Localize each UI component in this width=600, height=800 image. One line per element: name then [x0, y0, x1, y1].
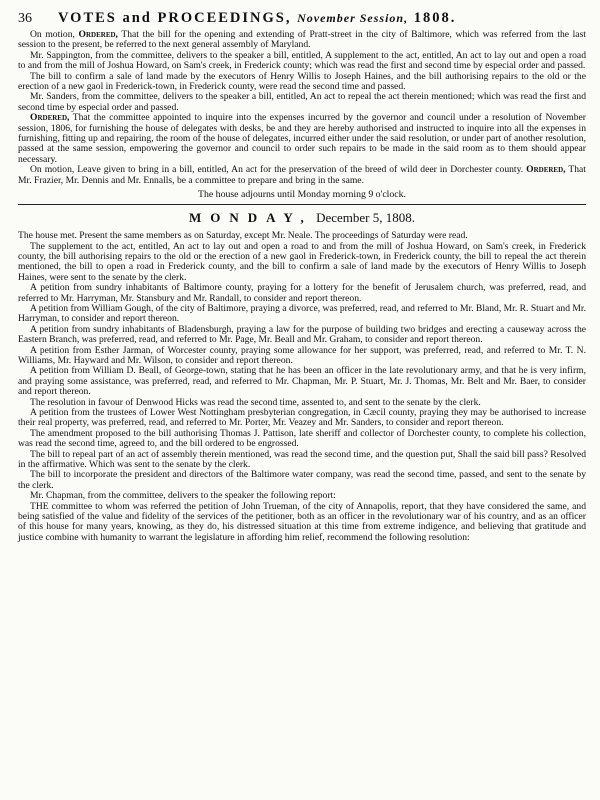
paragraph: Mr. Sanders, from the committee, delivers to the speaker a bill, entitled, An act to repeal the act therein mentioned; which was read the first and second time by especial order and passed.	[18, 91, 586, 113]
day-name: MONDAY,	[189, 210, 313, 226]
page-header	[18, 6, 586, 30]
paragraph: The bill to confirm a sale of land made by the executors of Henry Willis to Joseph Haines, and the bill authorising repairs to the old or the erection of a new gaol in Frederick-town, in Frederick county, were read the second time and passed.	[18, 70, 586, 93]
paragraph: On motion, Ordered, That the bill for the opening and extending of Pratt-street in the city of Baltimore, which was referred from the last session to the present, be referred to the next general assembly of Maryland.	[18, 29, 586, 51]
document-page	[18, 6, 586, 796]
paragraph: A petition from the trustees of Lower West Nottingham presbyterian congregation, in Cæcil county, praying they may be authorised to increase their real property, was preferred, read, and referred to Mr. Porter, Mr. Veazey and Mr. Sanders, to consider and report thereon.	[18, 407, 586, 429]
title-session: November Session,	[297, 11, 409, 25]
paragraph: A petition from Esther Jarman, of Worcester county, praying some allowance for her support, was preferred, read, and referred to Mr. T. N. Williams, Mr. Hayward and Mr. Wilson, to consider and report thereon.	[18, 344, 586, 366]
paragraph: The bill to incorporate the president and directors of the Baltimore water company, was read the second time, passed, and sent to the senate by the clerk.	[18, 469, 586, 491]
paragraph: A petition from William D. Beall, of George-town, stating that he has been an officer in the late revolutionary army, and that he is very infirm, and praying some assistance, was preferred, read, and referred to Mr. Chapman, Mr. P. Stuart, Mr. J. Thomas, Mr. Belt and Mr. Baer, to consider and report thereon.	[18, 365, 586, 398]
adjournment-notice: The house adjourns until Monday morning 9 o'clock.	[197, 189, 406, 201]
title-year: 1808.	[413, 10, 457, 26]
day-heading	[18, 209, 586, 227]
divider	[18, 204, 586, 205]
paragraph: On motion, Leave given to bring in a bill, entitled, An act for the preservation of the breed of wild deer in Dorchester county. Ordered, That Mr. Frazier, Mr. Dennis and Mr. Ennalls, be a committee to prepare and bring in the same.	[18, 164, 586, 186]
paragraph: THE committee to whom was referred the petition of John Trueman, of the city of Annapolis, report, that they have considered the same, and being satisfied of the value and fidelity of the services of the petitioner, both as an officer in the revolutionary war of his country, and as an officer of this house for many years, knowing, as they do, his distressed situation at this time from extreme indigence, and believing that gratitude and justice combine with humanity to warrant the legislature in affording him relief, recommend the following resolution:	[18, 500, 586, 543]
paragraph: A petition from sundry inhabitants of Baltimore county, praying for a lottery for the benefit of Jerusalem church, was preferred, read, and referred to Mr. Harryman, Mr. Stansbury and Mr. Randall, to consider and report thereon.	[18, 282, 586, 304]
paragraph: The house met. Present the same members as on Saturday, except Mr. Neale. The proceedings of Saturday were read.	[18, 230, 468, 242]
paragraph: The amendment proposed to the bill authorising Thomas J. Pattison, late sheriff and collector of Dorchester county, to complete his collection, was read the second time, agreed to, and the bill ordered to be engrossed.	[18, 427, 586, 450]
paragraph: The resolution in favour of Denwood Hicks was read the second time, assented to, and sent to the senate by the clerk.	[30, 396, 481, 408]
paragraph: A petition from William Gough, of the city of Baltimore, praying a divorce, was preferred, read, and referred to Mr. Bland, Mr. R. Stuart and Mr. Harryman, to consider and report thereon.	[18, 302, 586, 325]
paragraph: Mr. Sappington, from the committee, delivers to the speaker a bill, entitled, A supplement to the act, entitled, An act to lay out and open a road to and from the mill of Joshua Howard, on Sam's creek, in Frederick county; which was read the first and second time by especial order and passed.	[18, 49, 586, 72]
paragraph: The supplement to the act, entitled, An act to lay out and open a road to and from the mill of Joshua Howard, on Sam's creek, in Frederick county, the bill authorising repairs to the old or the erection of a new gaol in Frederick-town, in Frederick county, the bill to repeal the act therein mentioned, the bill to open a road in Frederick county, and the bill to confirm a sale of land made by the executors of Henry Willis to Joseph Haines, were sent to the senate by the clerk.	[18, 240, 586, 283]
title-main: VOTES and PROCEEDINGS,	[58, 10, 292, 26]
paragraph: A petition from sundry inhabitants of Bladensburgh, praying a law for the purpose of building two bridges and erecting a causeway across the Eastern Branch, was preferred, read, and referred to Mr. Page, Mr. Beall and Mr. Graham, to consider and report thereon.	[18, 323, 586, 346]
paragraph: The bill to repeal part of an act of assembly therein mentioned, was read the second time, and the question put, Shall the said bill pass? Resolved in the affirmative. Which was sent to the senate by the clerk.	[18, 448, 586, 471]
paragraph: Mr. Chapman, from the committee, delivers to the speaker the following report:	[30, 490, 336, 502]
paragraph: Ordered, That the committee appointed to inquire into the expenses incurred by the governor and council under a resolution of November session, 1806, for furnishing the house of delegates with desks, be and they are hereby authorised and instructed to inquire into all the expenses in furnishing, fitting up and repairing, the room of the house of delegates, incurred either under the said resolution, or under part of another resolution, passed at the same session, empowering the governor and council to order such repairs to be made in the said room as to them should appear necessary.	[18, 112, 586, 165]
monday-section	[18, 231, 586, 543]
page-number: 36	[18, 11, 32, 26]
running-title	[58, 6, 456, 30]
day-date: December 5, 1808.	[316, 210, 415, 226]
previous-day-section	[18, 30, 586, 186]
